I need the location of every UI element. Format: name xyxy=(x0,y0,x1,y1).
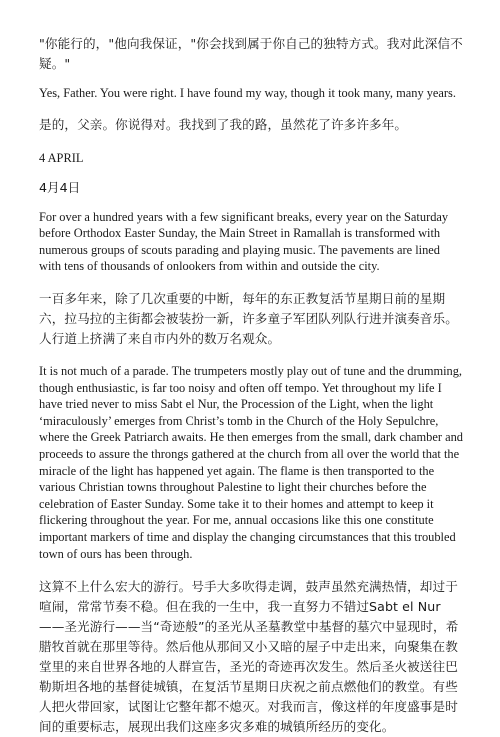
paragraph-chinese-reply: 是的，父亲。你说得对。我找到了我的路，虽然花了许多许多年。 xyxy=(39,116,408,132)
date-heading-english: 4 APRIL xyxy=(39,150,84,165)
paragraph-chinese-quote: "你能行的，"他向我保证，"你会找到属于你自己的独特方式。我对此深信不疑。" xyxy=(39,36,463,71)
paragraph-english-parade: For over a hundred years with a few significant breaks, every year on the Saturday before Orthodox Easter Sunday, the Main Street in Ramallah is transformed with numerous groups of scouts parading and playing music. The pavements are lined with tens of thousands of onlookers from within and outside the city. xyxy=(39,209,449,274)
paragraph-english-light: It is not much of a parade. The trumpeters mostly play out of tune and the drumming, though enthusiastic, is far too noisy and often off tempo. Yet throughout my life I have tried never to miss Sabt el Nur, the Procession of the Light, when the light ‘miraculously’ emerges from Christ’s tomb in the Church of the Holy Sepulchre, where the Greek Patriarch awaits. He then emerges from the small, dark chamber and proceeds to assure the throngs gathered at the church from all over the world that the miracle of the light has happened yet again. The flame is then transported to the various Christian towns throughout Palestine to light their churches before the celebration of Easter Sunday. Some take it to their homes and attempt to keep it flickering throughout the year. For me, annual occasions like this one constitute important markers of time and display the changing circumstances that this troubled town of ours has been through. xyxy=(39,363,463,561)
paragraph-chinese-light: 这算不上什么宏大的游行。号手大多吹得走调，鼓声虽然充满热情，却过于喧闹，常常节奏不稳。但在我的一生中，我一直努力不错过Sabt el Nur——圣光游行——当“奇迹般”的圣光从圣墓教堂中基督的墓穴中显现时，希腊牧首就在那里等待。然后他从那间又小又暗的屋子中走出来，向聚集在教堂里的来自世界各地的人群宣告，圣光的奇迹再次发生。然后圣火被送往巴勒斯坦各地的基督徒城镇，在复活节星期日庆祝之前点燃他们的教堂。有些人把火带回家，试图让它整年都不熄灭。对我而言，像这样的年度盛事是时间的重要标志，展现出我们这座多灾多难的城镇所经历的变化。 xyxy=(39,579,459,735)
date-heading-chinese: 4月4日 xyxy=(39,179,81,195)
document-page xyxy=(39,34,464,737)
paragraph-english-reply: Yes, Father. You were right. I have found my way, though it took many, many years. xyxy=(39,86,456,100)
paragraph-chinese-parade: 一百多年来，除了几次重要的中断，每年的东正教复活节星期日前的星期六，拉马拉的主街都会被装扮一新，许多童子军团队列队行进并演奏音乐。人行道上挤满了来自市内外的数万名观众。 xyxy=(39,290,458,346)
